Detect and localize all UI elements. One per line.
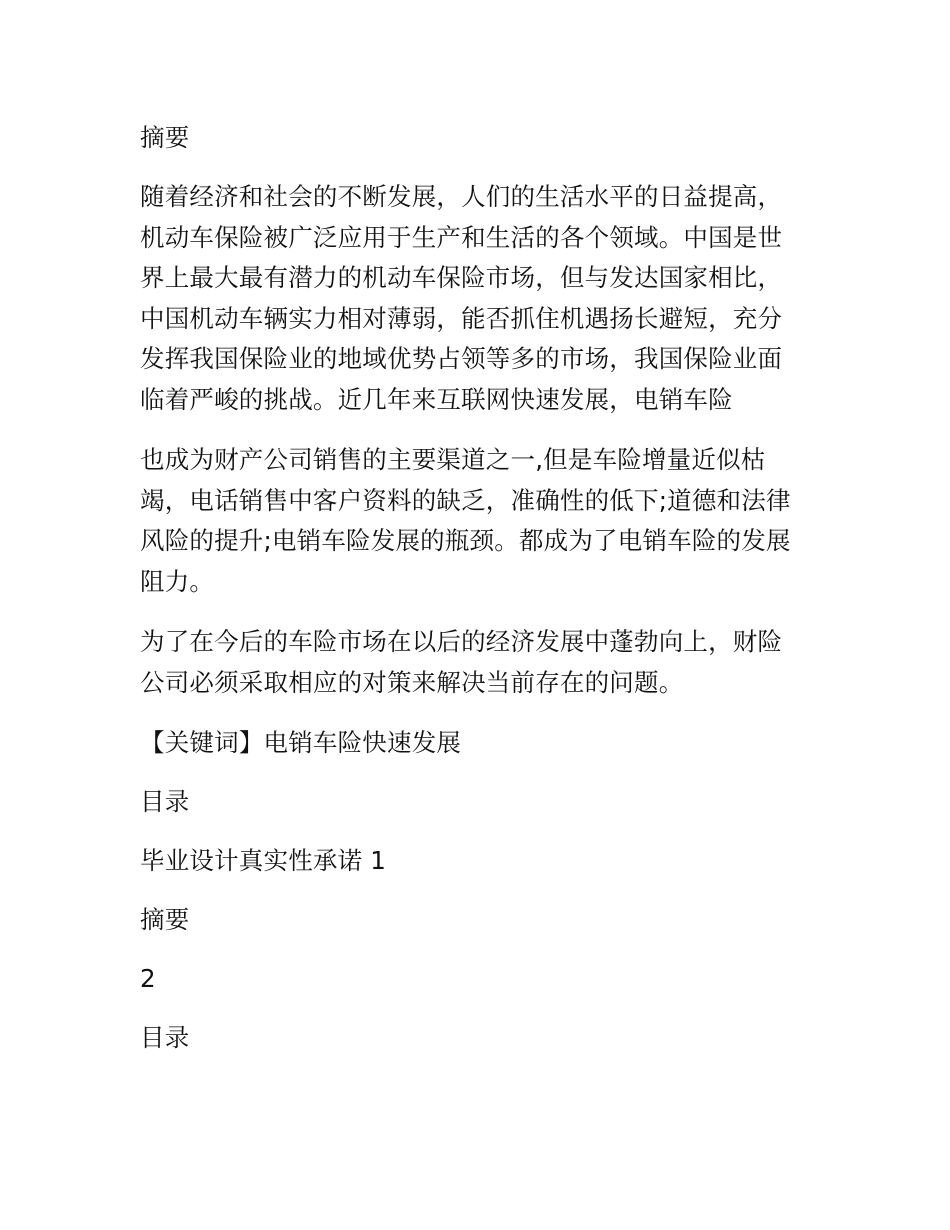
keywords-line: 【关键词】电销车险快速发展 <box>140 728 462 757</box>
document-body <box>140 118 805 1077</box>
abstract-paragraph-3: 为了在今后的车险市场在以后的经济发展中蓬勃向上，财险公司必须采取相应的对策来解决当前存在的问题。 <box>140 627 783 697</box>
toc-entry: 2 <box>140 964 156 993</box>
toc-entry: 毕业设计真实性承诺 1 <box>140 846 387 875</box>
toc-entry: 摘要 <box>140 905 190 934</box>
abstract-paragraph-2: 也成为财产公司销售的主要渠道之一,但是车险增量近似枯竭，电话销售中客户资料的缺乏，准确性的低下;道德和法律风险的提升;电销车险发展的瓶颈。都成为了电销车险的发展阻力。 <box>140 445 791 596</box>
abstract-heading: 摘要 <box>140 123 190 152</box>
toc-entry: 目录 <box>140 1023 190 1052</box>
abstract-paragraph-1: 随着经济和社会的不断发展，人们的生活水平的日益提高，机动车保险被广泛应用于生产和生活的各个领域。中国是世界上最大最有潜力的机动车保险市场，但与发达国家相比，中国机动车辆实力相对薄弱，能否抓住机遇扬长避短，充分发挥我国保险业的地域优势占领等多的市场，我国保险业面临着严峻的挑战。近几年来互联网快速发展，电销车险 <box>140 182 783 414</box>
toc-heading: 目录 <box>140 787 190 816</box>
